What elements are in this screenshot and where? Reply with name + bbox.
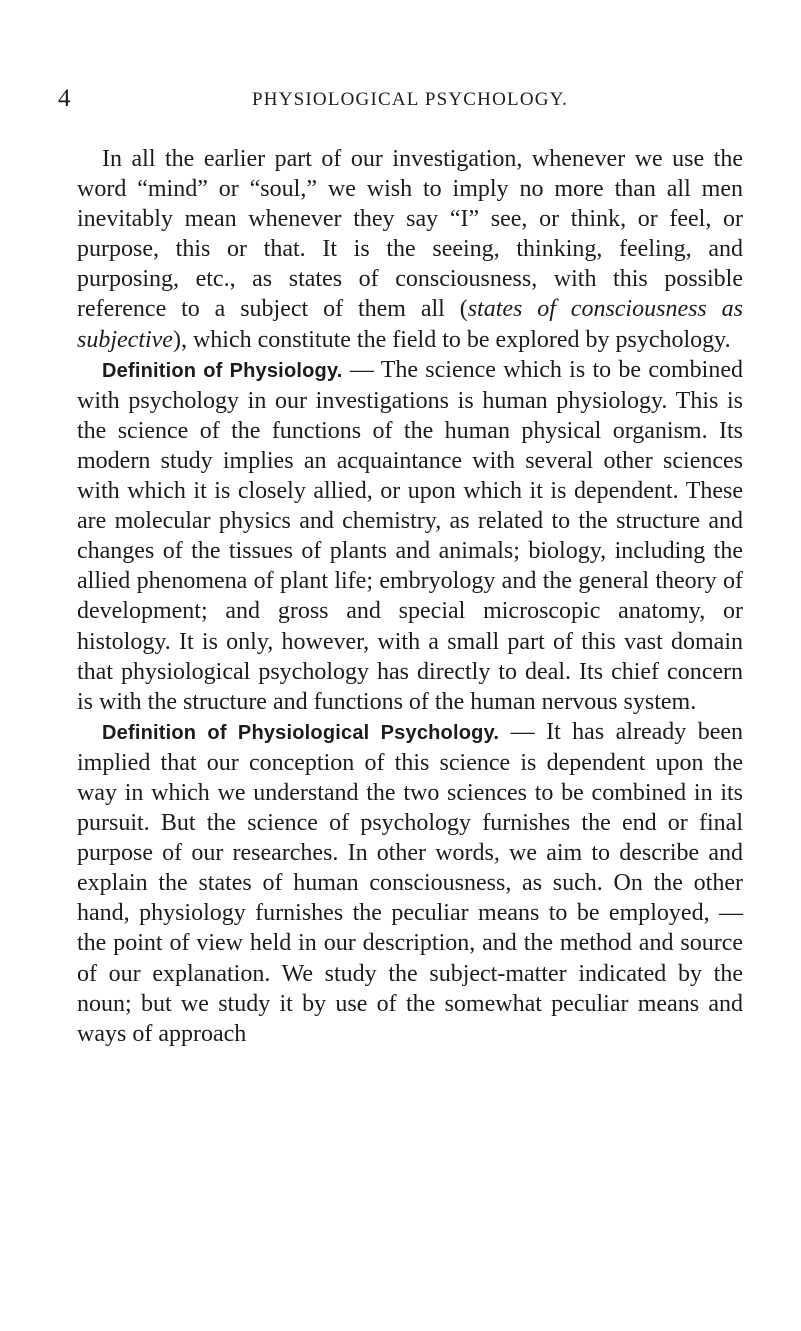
running-title: PHYSIOLOGICAL PSYCHOLOGY. (252, 89, 569, 110)
paragraph-intro (77, 144, 743, 355)
italic-phrase: states of consciousness as subjective (77, 296, 743, 353)
paragraph-physiology (77, 355, 743, 717)
paragraph-intro-text: In all the earlier part of our investigation, whenever we use the word “mind” or “soul,” we wish to imply no more than all men inevitably mean whenever they say “I” see, or think, or feel, or purpose, this or that. It is the seeing, thinking, feeling, and purposing, etc., as states of consciousness, with this possible reference to a subject of them all ( (77, 146, 743, 323)
paragraph-physiological-psychology (77, 717, 743, 1049)
paragraph-physiology-text: — The science which is to be combined with psychology in our investigations is human physiology. This is the science of the functions of the human physical organism. Its modern study implies an acquaintance with several other sciences with which it is closely allied, or upon which it is dependent. These are molecular physics and chemistry, as related to the structure and changes of the tissues of plants and animals; biology, including the allied phenomena of plant life; embryology and the general theory of development; and gross and special microscopic anatomy, or histology. It is only, however, with a small part of this vast domain that physiological psychology has directly to deal. Its chief concern is with the structure and functions of the human nervous system. (77, 356, 743, 715)
page-number: 4 (58, 85, 71, 112)
running-header (58, 84, 758, 114)
paragraph-intro-text-end: ), which constitute the field to be explored by psychology. (172, 326, 731, 353)
body-text (77, 144, 743, 1049)
paragraph-physiological-psychology-text: — It has already been implied that our conception of this science is dependent upon the way in which we understand the two sciences to be combined in its pursuit. But the science of psychology furnishes the end or final purpose of our researches. In other words, we aim to describe and explain the states of human consciousness, as such. On the other hand, physiology furnishes the peculiar means to be employed, — the point of view held in our description, and the method and source of our explanation. We study the subject-matter indicated by the noun; but we study it by use of the somewhat peculiar means and ways of approach (77, 718, 744, 1047)
section-heading-physiology: Definition of Physiology. (102, 359, 343, 382)
section-heading-physiological-psychology: Definition of Physiological Psychology. (102, 721, 500, 744)
